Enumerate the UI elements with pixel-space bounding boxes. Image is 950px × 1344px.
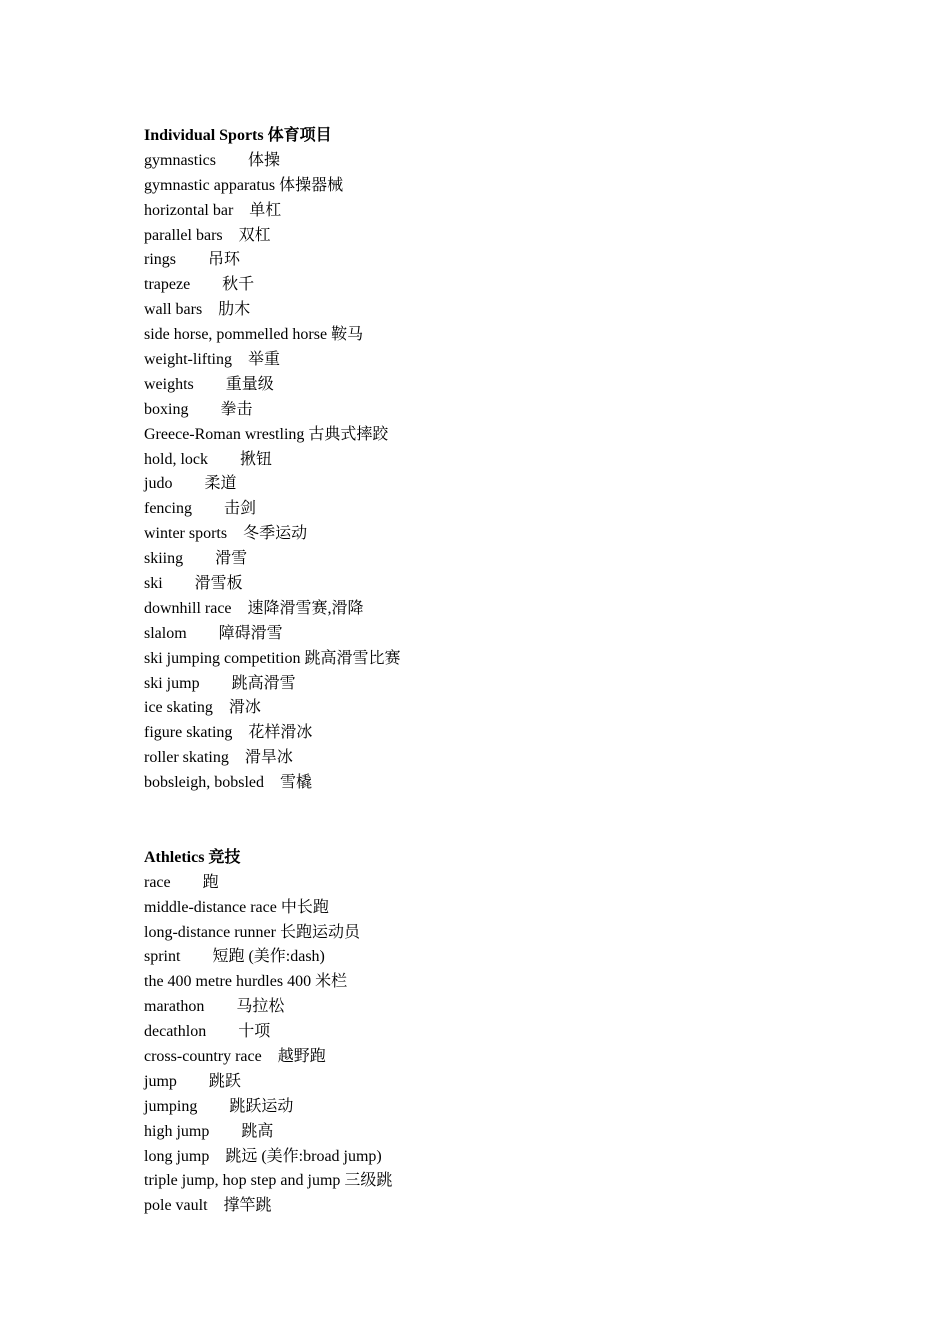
vocab-line: marathon 马拉松: [144, 998, 285, 1016]
vocab-line: horizontal bar 单杠: [144, 201, 282, 219]
vocab-line: gymnastic apparatus 体操器械: [144, 176, 344, 194]
vocab-line: fencing 击剑: [144, 500, 256, 518]
vocab-line: cross-country race 越野跑: [144, 1047, 326, 1065]
vocab-line: pole vault 撑竿跳: [144, 1197, 272, 1215]
vocab-line: weight-lifting 举重: [144, 351, 280, 369]
vocab-line: rings 吊环: [144, 251, 241, 269]
vocab-line: the 400 metre hurdles 400 米栏: [144, 973, 348, 991]
vocab-line: boxing 拳击: [144, 400, 253, 418]
vocab-line: hold, lock 揪钮: [144, 450, 272, 468]
vocab-line: parallel bars 双杠: [144, 226, 271, 244]
vocab-line: slalom 障碍滑雪: [144, 624, 283, 642]
vocab-line: trapeze 秋千: [144, 276, 255, 294]
vocab-line: jumping 跳跃运动: [144, 1097, 294, 1115]
section-individual-sports: [144, 124, 844, 796]
vocab-line: gymnastics 体操: [144, 151, 280, 169]
vocab-line: Greece-Roman wrestling 古典式摔跤: [144, 425, 389, 443]
vocab-line: ski jumping competition 跳高滑雪比赛: [144, 649, 401, 667]
vocab-line: judo 柔道: [144, 475, 237, 493]
vocab-line: bobsleigh, bobsled 雪橇: [144, 774, 312, 792]
section-heading: Individual Sports 体育项目: [144, 127, 332, 144]
vocab-line: figure skating 花样滑冰: [144, 724, 313, 742]
vocab-line: long jump 跳远 (美作:broad jump): [144, 1147, 382, 1165]
vocab-line: winter sports 冬季运动: [144, 525, 308, 543]
vocab-line: long-distance runner 长跑运动员: [144, 923, 360, 941]
vocab-line: ski jump 跳高滑雪: [144, 674, 296, 692]
section-gap: [144, 796, 844, 846]
section-heading: Athletics 竞技: [144, 848, 241, 866]
vocab-line: high jump 跳高: [144, 1122, 274, 1140]
vocab-line: skiing 滑雪: [144, 550, 248, 568]
document-page: [144, 124, 844, 1219]
vocab-line: wall bars 肋木: [144, 301, 251, 319]
vocab-line: ice skating 滑冰: [144, 699, 261, 717]
vocab-line: roller skating 滑旱冰: [144, 749, 293, 767]
vocab-line: weights 重量级: [144, 375, 274, 393]
section-athletics: [144, 846, 844, 1219]
vocab-line: jump 跳跃: [144, 1072, 241, 1090]
vocab-line: side horse, pommelled horse 鞍马: [144, 326, 364, 344]
vocab-line: downhill race 速降滑雪赛,滑降: [144, 599, 364, 617]
vocab-line: decathlon 十项: [144, 1023, 271, 1041]
vocab-line: middle-distance race 中长跑: [144, 898, 329, 916]
vocab-line: race 跑: [144, 873, 219, 891]
vocab-line: ski 滑雪板: [144, 575, 243, 593]
vocab-line: triple jump, hop step and jump 三级跳: [144, 1172, 393, 1190]
vocab-line: sprint 短跑 (美作:dash): [144, 948, 325, 966]
